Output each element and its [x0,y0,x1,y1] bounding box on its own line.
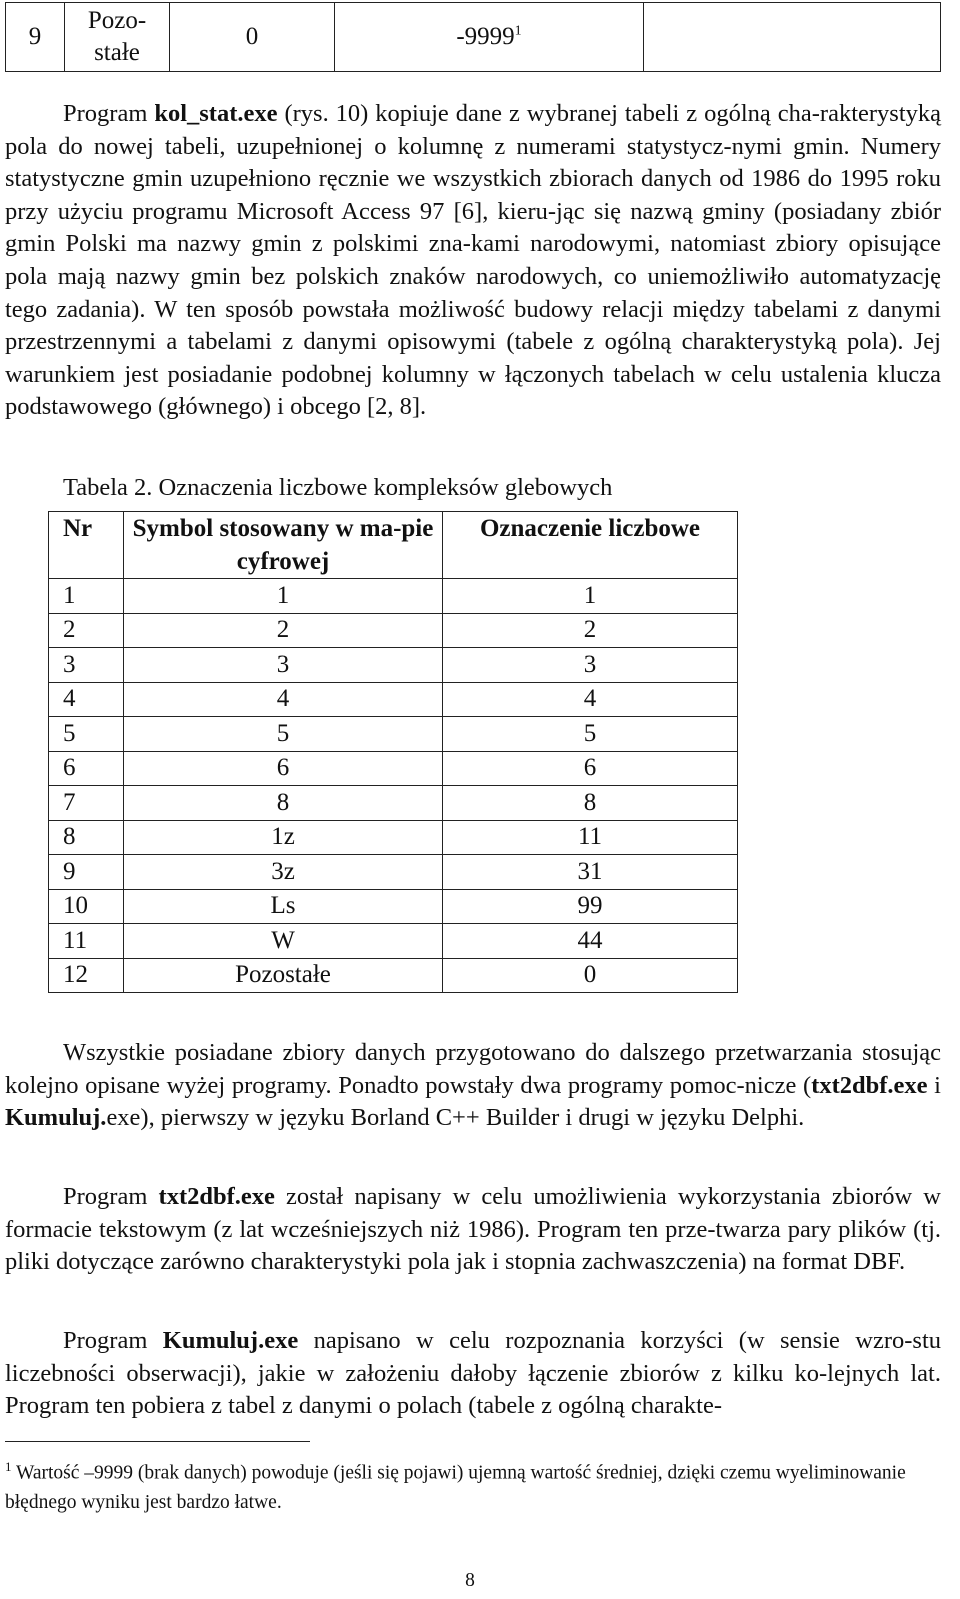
table-row [49,717,738,752]
cell-symbol: 8 [124,786,443,821]
footnote [5,1452,941,1517]
cell-symbol: 2 [124,613,443,648]
cell-nr: 2 [49,613,124,648]
footnote-mark: 1 [5,1459,12,1474]
cell-symbol: 6 [124,751,443,786]
cell-symbol: 3z [124,855,443,890]
empty-cell [644,3,941,72]
footnote-mark: 1 [514,23,522,39]
value-cell: 0 [170,3,335,72]
table-row [49,786,738,821]
table-caption: Tabela 2. Oznaczenia liczbowe kompleksów glebowych [63,474,613,501]
program-name: txt2dbf.exe [158,1183,275,1210]
table-row [49,648,738,683]
nodata-value: -9999 [456,23,515,50]
previous-table-fragment [5,2,941,72]
cell-numeric: 11 [443,820,738,855]
program-name: kol_stat.exe [154,100,278,127]
cell-nr: 4 [49,682,124,717]
text-prefix: Program [63,100,155,127]
program-name: txt2dbf.exe [811,1071,928,1099]
paragraph-kol-stat [5,98,941,424]
cell-nr: 5 [49,717,124,752]
header-symbol-text: Symbol stosowany w ma-pie cyfrowej [132,515,434,575]
page-number: 8 [465,1570,475,1591]
cell-symbol: W [124,924,443,959]
table-row [49,613,738,648]
header-numeric: Oznaczenie liczbowe [443,512,738,579]
table-row [49,820,738,855]
nodata-cell [335,3,644,72]
text-part: i [927,1071,941,1099]
table-row [49,889,738,924]
table-row [49,751,738,786]
cell-numeric: 1 [443,579,738,614]
cell-numeric: 8 [443,786,738,821]
paragraph-text: został napisany w celu umożliwienia wykorzystania zbiorów w formacie tekstowym (z lat wcześniejszych niż 1986). Program ten prze-twarza pary plików (tj. pliki dotyczące zarówno charakterystyki pola jak i stopnia zachwaszczenia) na format DBF. [5,1183,942,1276]
cell-nr: 12 [49,958,124,993]
cell-numeric: 2 [443,613,738,648]
row-number-cell: 9 [6,3,65,72]
table-row [6,3,941,72]
text-part: Wszystkie posiadane zbiory danych przygotowano do dalszego przetwarzania stosując kolejno opisane wyżej programy. Ponadto powstały dwa programy pomoc-nicze ( [5,1039,941,1099]
program-name: Kumuluj. [5,1104,107,1132]
cell-symbol: 4 [124,682,443,717]
cell-numeric: 99 [443,889,738,924]
text-prefix: Program [63,1327,163,1354]
paragraph-kumuluj [5,1325,941,1423]
cell-nr: 1 [49,579,124,614]
cell-nr: 11 [49,924,124,959]
row-name-line1: Pozo- [87,7,147,34]
table-row [49,958,738,993]
cell-nr: 3 [49,648,124,683]
cell-numeric: 44 [443,924,738,959]
text-part: exe), pierwszy w języku Borland C++ Builder i drugi w języku Delphi. [106,1104,805,1132]
cell-symbol: 1 [124,579,443,614]
cell-symbol: 5 [124,717,443,752]
header-nr: Nr [49,512,124,579]
paragraph-txt2dbf [5,1181,941,1279]
table-row [49,924,738,959]
cell-numeric: 3 [443,648,738,683]
table-row [49,579,738,614]
cell-nr: 6 [49,751,124,786]
text-prefix: Program [63,1183,159,1210]
cell-numeric: 5 [443,717,738,752]
cell-numeric: 31 [443,855,738,890]
cell-nr: 8 [49,820,124,855]
table-row [49,682,738,717]
cell-numeric: 6 [443,751,738,786]
cell-symbol: 3 [124,648,443,683]
cell-symbol: Ls [124,889,443,924]
paragraph-text: napisano w celu rozpoznania korzyści (w sensie wzro-stu liczebności obserwacji), jakie w założeniu dałoby łączenie zbiorów z kilku ko-lejnych lat. Program ten pobiera z tabel z danymi o polach (tabele z ogólną charakte- [5,1327,941,1420]
cell-numeric: 0 [443,958,738,993]
paragraph-text: (rys. 10) kopiuje dane z wybranej tabeli z ogólną cha-rakterystyką pola do nowej tabeli, uzupełnionej o kolumnę z numerami statystycz-nymi gmin. Numery statystyczne gmin uzupełniono ręcznie we wszystkich zbiorach danych od 1986 do 1995 roku przy użyciu programu Microsoft Access 97 [6], kieru-jąc się nazwą gminy (posiadany zbiór gmin Polski ma nazwy gmin z polskimi zna-kami narodowymi, natomiast zbiory opisujące pola mają nazwy gmin bez polskich znaków narodowych, co uniemożliwiło automatyzację tego zadania). W ten sposób powstała możliwość budowy relacji między tabelami z danymi przestrzennymi a tabelami z danymi opisowymi (tabele z ogólną charakterystyką pola). Jej warunkiem jest posiadanie podobnej kolumny w łączonych tabelach w celu ustalenia klucza podstawowego (głównego) i obcego [2, 8]. [5,100,942,421]
footnote-separator [5,1441,310,1442]
row-name-line2: stałe [94,39,140,66]
header-symbol [124,512,443,579]
cell-symbol: 1z [124,820,443,855]
footnote-text: Wartość –9999 (brak danych) powoduje (jeśli się pojawi) ujemną wartość średniej, dzięki czemu wyeliminowanie błędnego wyniku jest bardzo łatwe. [5,1462,906,1513]
paragraph-summary [5,1037,941,1135]
table-body [49,579,738,993]
cell-symbol: Pozostałe [124,958,443,993]
table-header-row [49,512,738,579]
cell-nr: 7 [49,786,124,821]
program-name: Kumuluj.exe [162,1327,299,1354]
row-name-cell [65,3,170,72]
cell-numeric: 4 [443,682,738,717]
table-row [49,855,738,890]
cell-nr: 10 [49,889,124,924]
soil-complex-table [48,511,738,993]
cell-nr: 9 [49,855,124,890]
